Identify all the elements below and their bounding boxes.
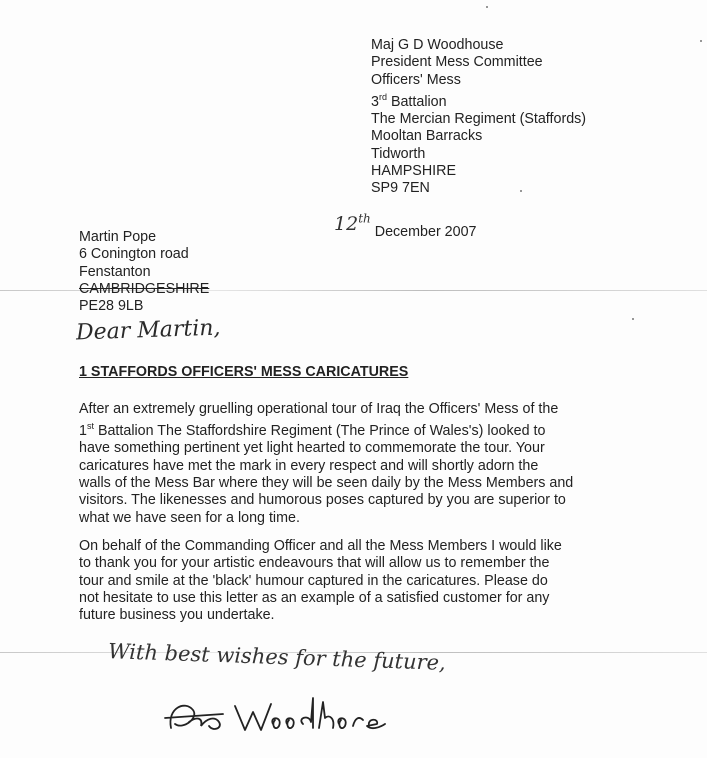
recipient-address <box>79 229 209 315</box>
sender-line: Maj G D Woodhouse <box>371 37 504 53</box>
recipient-name: Martin Pope <box>79 229 157 245</box>
speck <box>486 6 488 8</box>
sender-line: Mooltan Barracks <box>371 128 483 145</box>
date-suffix: th <box>358 212 371 226</box>
battalion-suffix: rd <box>378 91 387 102</box>
paragraph-line <box>79 418 584 440</box>
paragraph-line: After an extremely gruelling operational tour of Iraq the Officers' Mess of the <box>79 401 559 417</box>
sender-address <box>371 37 586 197</box>
paragraph-line: not hesitate to use this letter as an example of a satisfied customer for any <box>79 589 550 606</box>
paragraph-line: caricatures have met the mark in every respect and will shortly adorn the <box>79 457 539 474</box>
paragraph-line: what we have seen for a long time. <box>79 509 300 526</box>
battalion-word: Battalion <box>386 93 447 110</box>
paragraph-line: future business you undertake. <box>79 607 275 624</box>
sender-battalion <box>371 89 586 111</box>
letter-heading: 1 STAFFORDS OFFICERS' MESS CARICATURES <box>79 364 409 380</box>
handwritten-day <box>334 213 371 235</box>
handwritten-closing: With best wishes for the future, <box>107 639 447 675</box>
recipient-postcode: PE28 9LB <box>79 298 144 315</box>
paragraph-1 <box>79 401 584 527</box>
sender-line: President Mess Committee <box>371 54 543 71</box>
sender-line: SP9 7EN <box>371 180 430 197</box>
sender-line: The Mercian Regiment (Staffords) <box>371 110 587 127</box>
handwritten-signature <box>163 688 393 748</box>
speck <box>632 318 634 320</box>
handwritten-salutation: Dear Martin, <box>75 315 221 346</box>
sender-line: Officers' Mess <box>371 71 461 88</box>
recipient-town: Fenstanton <box>79 263 151 280</box>
line-rest: Battalion The Staffordshire Regiment (The Prince of Wales's) looked to <box>93 423 546 440</box>
paragraph-line: to thank you for your artistic endeavours that will allow us to remember the <box>79 555 550 572</box>
paragraph-line: have something pertinent yet light hearted to commemorate the tour. Your <box>79 440 545 457</box>
speck <box>700 40 702 42</box>
paragraph-2 <box>79 538 584 624</box>
recipient-county: CAMBRIDGESHIRE <box>79 280 210 297</box>
recipient-street: 6 Conington road <box>79 246 189 263</box>
ordinal-number: 1 <box>79 423 87 440</box>
date-day: 12 <box>334 213 359 236</box>
paragraph-line: walls of the Mess Bar where they will be seen daily by the Mess Members and <box>79 474 574 491</box>
ordinal-suffix: st <box>86 421 94 432</box>
letter-date <box>334 212 477 241</box>
sender-line: Tidworth <box>371 145 426 162</box>
sender-line: HAMPSHIRE <box>371 162 456 179</box>
paragraph-line: tour and smile at the 'black' humour captured in the caricatures. Please do <box>79 572 548 589</box>
battalion-number: 3 <box>371 93 379 110</box>
paragraph-line: visitors. The likenesses and humorous poses captured by you are superior to <box>79 492 566 509</box>
date-typed: December 2007 <box>374 224 477 241</box>
paragraph-line: On behalf of the Commanding Officer and all the Mess Members I would like <box>79 538 562 554</box>
